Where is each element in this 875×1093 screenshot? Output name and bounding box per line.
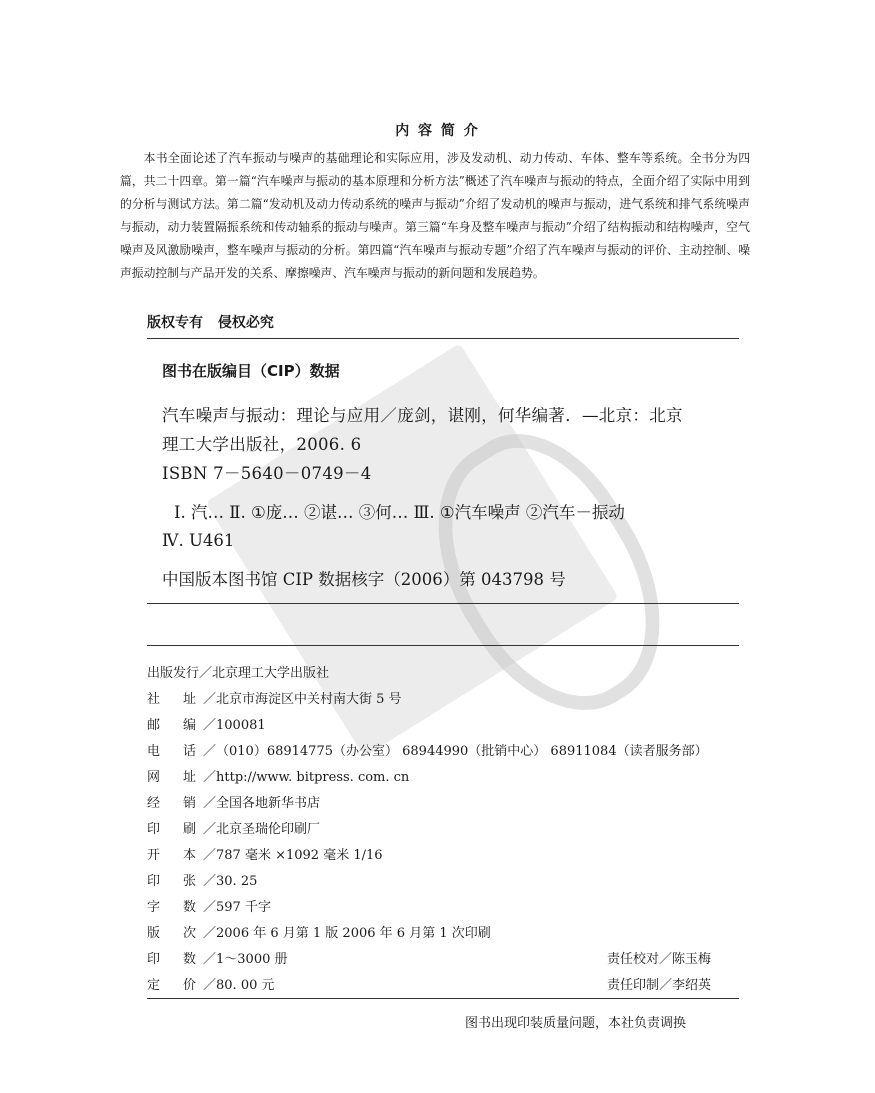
website-row: 网 址 ／http://www. bitpress. com. cn — [147, 770, 410, 785]
proofreader-value: 陈玉梅 — [672, 952, 712, 967]
cip-description — [162, 401, 742, 488]
cip-classification — [162, 499, 625, 555]
publisher-row: 出版发行／北京理工大学出版社 — [147, 666, 330, 681]
format-value: 787 毫米 ×1092 毫米 1/16 — [216, 848, 383, 863]
proofreader-label: 责任校对 — [607, 952, 660, 967]
postcode-row: 邮 编 ／100081 — [147, 718, 266, 733]
website-value: http://www. bitpress. com. cn — [216, 770, 410, 785]
print-editor-label: 责任印制 — [607, 978, 660, 993]
words-value: 597 千字 — [216, 900, 271, 915]
price-value: 80. 00 元 — [216, 978, 275, 993]
publisher-value: 北京理工大学出版社 — [212, 666, 330, 681]
postcode-value: 100081 — [216, 718, 266, 733]
address-row: 社 址 ／北京市海淀区中关村南大街 5 号 — [147, 692, 402, 707]
summary-title: 内 容 简 介 — [395, 123, 480, 139]
printer-value: 北京圣瑞伦印刷厂 — [216, 822, 321, 837]
divider — [147, 998, 739, 999]
print-editor-value: 李绍英 — [672, 978, 712, 993]
sheets-value: 30. 25 — [216, 874, 258, 889]
print-run-value: 1～3000 册 — [216, 952, 288, 967]
phone-value: （010）68914775（办公室） 68944990（批销中心） 68911084（读者服务部） — [216, 744, 708, 759]
distributor-row: 经 销 ／全国各地新华书店 — [147, 796, 321, 811]
distributor-value: 全国各地新华书店 — [216, 796, 321, 811]
price-row: 定 价 ／80. 00 元 责任印制／李绍英 — [147, 978, 712, 993]
cip-description-line1: 汽车噪声与振动：理论与应用／庞剑，谌刚，何华编著．—北京：北京 — [162, 406, 683, 425]
divider — [147, 338, 739, 339]
cip-isbn: ISBN 7－5640－0749－4 — [162, 464, 372, 483]
quality-notice: 图书出现印装质量问题，本社负责调换 — [465, 1016, 687, 1031]
edition-row: 版 次 ／2006 年 6 月第 1 版 2006 年 6 月第 1 次印刷 — [147, 926, 491, 941]
publisher-label: 出版发行 — [147, 666, 200, 681]
edition-value: 2006 年 6 月第 1 版 2006 年 6 月第 1 次印刷 — [216, 926, 491, 941]
print-run-row: 印 数 ／1～3000 册 责任校对／陈玉梅 — [147, 952, 712, 967]
cip-verification: 中国版本图书馆 CIP 数据核字（2006）第 043798 号 — [162, 570, 566, 589]
phone-row: 电 话 ／（010）68914775（办公室） 68944990（批销中心） 68911084（读者服务部） — [147, 744, 708, 759]
copyright-notice: 版权专有 侵权必究 — [147, 315, 274, 331]
divider — [147, 603, 739, 604]
format-row: 开 本 ／787 毫米 ×1092 毫米 1/16 — [147, 848, 383, 863]
cip-title: 图书在版编目（CIP）数据 — [162, 362, 340, 380]
divider — [147, 645, 739, 646]
cip-classification-line1: Ⅰ. 汽… Ⅱ. ①庞… ②谌… ③何… Ⅲ. ①汽车噪声 ②汽车－振动 — [174, 503, 625, 522]
cip-classification-line2: Ⅳ. U461 — [162, 531, 235, 550]
sheets-row: 印 张 ／30. 25 — [147, 874, 258, 889]
cip-description-line2: 理工大学出版社，2006. 6 — [162, 435, 362, 454]
printer-row: 印 刷 ／北京圣瑞伦印刷厂 — [147, 822, 321, 837]
summary-body: 本书全面论述了汽车振动与噪声的基础理论和实际应用，涉及发动机、动力传动、车体、整车等系统。全书分为四篇，共二十四章。第一篇“汽车噪声与振动的基本原理和分析方法”概述了汽车噪声与振动的特点，全面介绍了实际中用到的分析与测试方法。第二篇“发动机及动力传动系统的噪声与振动”介绍了发动机的噪声与振动，进气系统和排气系统噪声与振动，动力装置隔振系统和传动轴系的振动与噪声。第三篇“车身及整车噪声与振动”介绍了结构振动和结构噪声，空气噪声及风激励噪声，整车噪声与振动的分析。第四篇“汽车噪声与振动专题”介绍了汽车噪声与振动的评价、主动控制、噪声振动控制与产品开发的关系、摩擦噪声、汽车噪声与振动的新问题和发展趋势。 — [120, 151, 750, 280]
words-row: 字 数 ／597 千字 — [147, 900, 271, 915]
address-value: 北京市海淀区中关村南大街 5 号 — [216, 692, 402, 707]
